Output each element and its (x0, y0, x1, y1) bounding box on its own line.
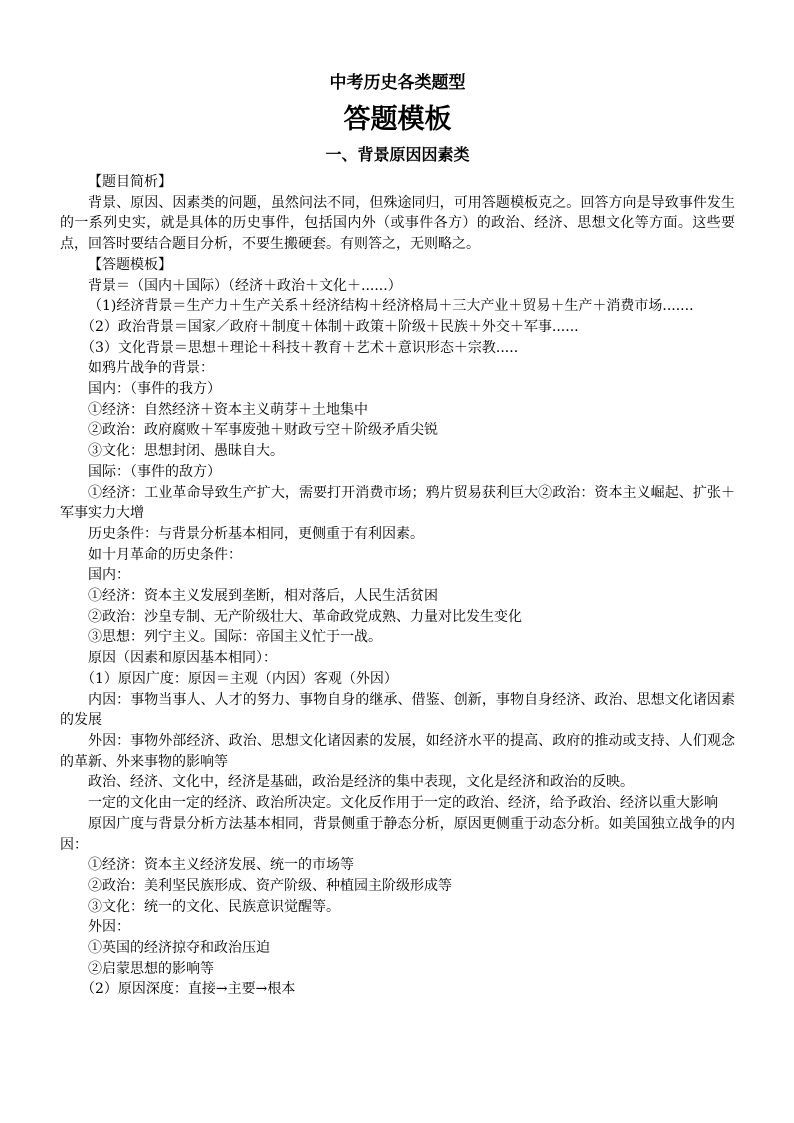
paragraph: （3）文化背景＝思想＋理论＋科技＋教育＋艺术＋意识形态＋宗教..... (81, 339, 519, 356)
document-page (60, 70, 735, 1000)
paragraph: （2）政治背景＝国家／政府＋制度＋体制＋政策＋阶级＋民族＋外交＋军事...... (81, 318, 579, 335)
paragraph: 国际：（事件的敌方） (88, 463, 221, 480)
paragraph: ③思想：列宁主义。国际：帝国主义忙于一战。 (88, 629, 382, 646)
paragraph: ①经济：自然经济＋资本主义萌芽＋土地集中 (88, 401, 368, 418)
paragraph: 【题目简析】 (88, 174, 172, 190)
paragraph: ③文化：统一的文化、民族意识觉醒等。 (88, 898, 340, 915)
paragraph: （1)经济背景＝生产力＋生产关系＋经济结构＋经济格局＋三大产业＋贸易＋生产＋消费市场....... (88, 298, 694, 315)
section-heading: 一、背景原因因素类 (325, 145, 470, 164)
paragraph: 政治、经济、文化中，经济是基础，政治是经济的集中表现，文化是经济和政治的反映。 (88, 774, 634, 791)
paragraph: 国内： (88, 567, 130, 584)
document-title-small: 中考历史各类题型 (329, 73, 466, 93)
paragraph: ①英国的经济掠夺和政治压迫 (88, 940, 270, 957)
paragraph: ②政治：沙皇专制、无产阶级壮大、革命政党成熟、力量对比发生变化 (88, 608, 522, 625)
paragraph: ②启蒙思想的影响等 (88, 960, 214, 977)
document-title-large: 答题模板 (343, 104, 452, 135)
paragraph: 外因： (88, 919, 130, 936)
paragraph: 如十月革命的历史条件： (88, 546, 242, 563)
paragraph: 如鸦片战争的背景： (88, 360, 214, 377)
paragraph: ①经济：工业革命导致生产扩大，需要打开消费市场；鸦片贸易获利巨大②政治：资本主义崛起、扩张＋军事实力大增 (60, 484, 735, 522)
paragraph: 背景＝（国内＋国际）（经济＋政治＋文化＋......） (88, 277, 402, 294)
paragraph: 原因（因素和原因基本相同）： (88, 650, 277, 667)
paragraph: 【答题模板】 (88, 256, 172, 273)
paragraph: 一定的文化由一定的经济、政治所决定。文化反作用于一定的政治、经济，给予政治、经济以重大影响 (88, 795, 718, 812)
paragraph: ①经济：资本主义经济发展、统一的市场等 (88, 857, 354, 874)
paragraph: 历史条件：与背景分析基本相同，更侧重于有利因素。 (88, 525, 424, 542)
paragraph: （1）原因广度：原因＝主观（内因）客观（外因） (81, 670, 398, 687)
paragraph: 背景、原因、因素类的问题，虽然问法不同，但殊途同归，可用答题模板克之。回答方向是导致事件发生的一系列史实，就是具体的历史事件，包括国内外（或事件各方）的政治、经济、思想文化等方面。这些要点，回答时要结合题目分析，不要生搬硬套。有则答之，无则略之。 (60, 194, 735, 253)
paragraph: 国内：（事件的我方） (88, 381, 221, 398)
paragraph: （2）原因深度：直接→主要→根本 (81, 981, 296, 998)
paragraph: ①经济：资本主义发展到垄断，相对落后，人民生活贫困 (88, 588, 438, 605)
paragraph: ②政治：政府腐败＋军事废弛＋财政亏空＋阶级矛盾尖锐 (88, 422, 438, 439)
paragraph: ②政治：美利坚民族形成、资产阶级、种植园主阶级形成等 (88, 877, 452, 894)
paragraph: 外因：事物外部经济、政治、思想文化诸因素的发展，如经济水平的提高、政府的推动或支持、人们观念的革新、外来事物的影响等 (60, 732, 735, 770)
paragraph: 内因：事物当事人、人才的努力、事物自身的继承、借鉴、创新，事物自身经济、政治、思想文化诸因素的发展 (60, 691, 735, 729)
paragraph: ③文化：思想封闭、愚昧自大。 (88, 443, 284, 460)
paragraph: 原因广度与背景分析方法基本相同，背景侧重于静态分析，原因更侧重于动态分析。如美国独立战争的内因： (60, 815, 735, 853)
